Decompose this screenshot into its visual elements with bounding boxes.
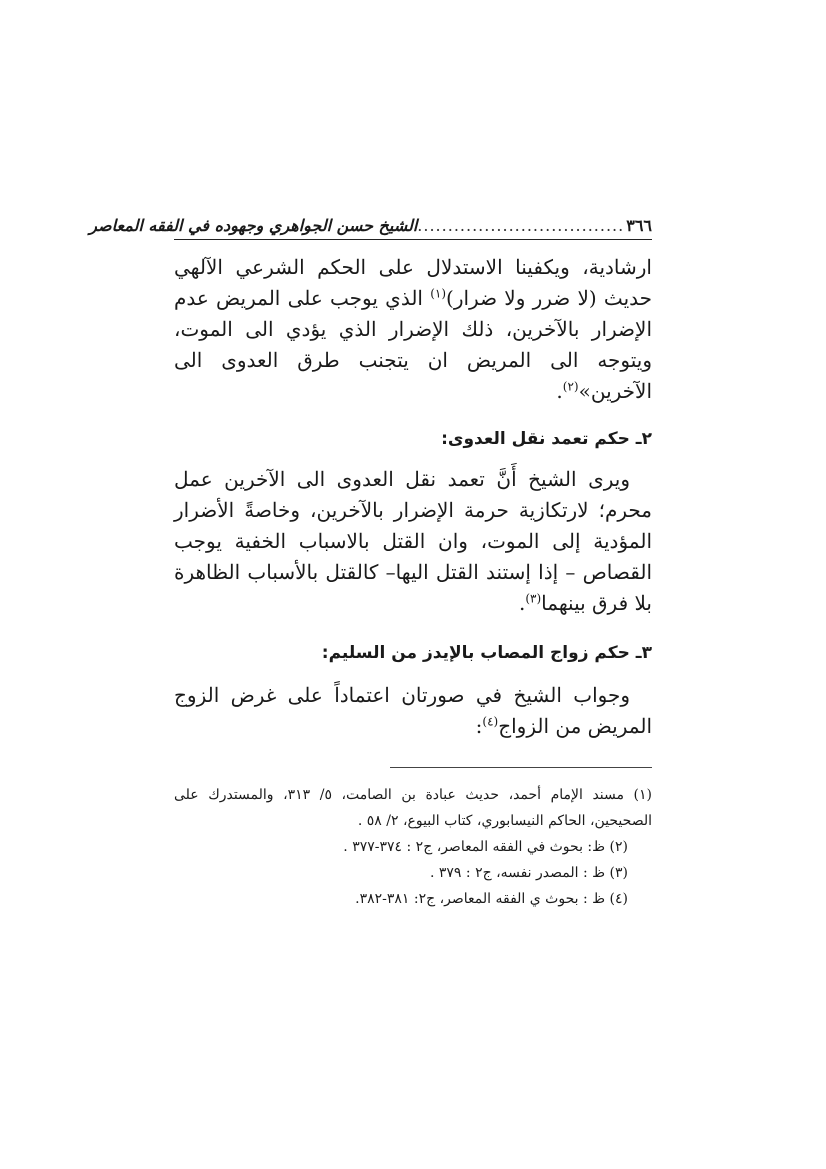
paragraph-2 (174, 464, 652, 619)
footnote-divider (390, 767, 652, 768)
footnote-ref-4[interactable]: (٤) (482, 714, 499, 729)
paragraph-1 (174, 252, 652, 407)
paragraph-3-text-b: : (475, 714, 483, 738)
paragraph-1-text-a: ارشادية، ويكفينا الاستدلال على الحكم الشرعي الآلهي حديث (لا ضرر ولا ضرار) (174, 255, 652, 310)
paragraph-1-text-b: الذي يوجب على المريض عدم الإضرار بالآخرين، ذلك الإضرار الذي يؤدي الى الموت، ويتوجه الى المريض ان يتجنب طرق العدوى الى الآخرين» (174, 286, 652, 403)
paragraph-2-text-b: . (518, 591, 526, 615)
section-heading-2: ٢ـ حكم تعمد نقل العدوى: (441, 429, 652, 449)
header-divider (174, 239, 652, 240)
footnote-ref-3[interactable]: (٣) (525, 591, 542, 606)
footnote-ref-2[interactable]: (٢) (562, 379, 579, 394)
footnote-1: (١) مسند الإمام أحمد، حديث عبادة بن الصامت، ٥/ ٣١٣، والمستدرك على الصحيحين، الحاكم النيسابوري، كتاب البيوع، ٢/ ٥٨ . (174, 787, 652, 829)
page-number: ٣٦٦ (626, 216, 652, 235)
paragraph-3 (174, 680, 652, 742)
paragraph-3-text-a: وجواب الشيخ في صورتان اعتماداً على غرض الزوج المريض من الزواج (174, 683, 652, 738)
paragraph-2-text-a: ويرى الشيخ أَنَّ تعمد نقل العدوى الى الآخرين عمل محرم؛ لارتكازية حرمة الإضرار بالآخرين، وخاصةً الأضرار المؤدية إلى الموت، وان القتل بالاسباب الخفية يوجب القصاص – إذا إستند القتل اليها– كالقتل بالأسباب الظاهرة بلا فرق بينهما (174, 467, 652, 615)
header-dots: .................................. (417, 216, 625, 235)
running-title: الشيخ حسن الجواهري وجهوده في الفقه المعاصر (89, 216, 418, 235)
footnote-4: (٤) ظ : بحوث ي الفقه المعاصر، ج٢: ٣٨١-٣٨٢. (355, 891, 628, 907)
paragraph-1-text-c: . (556, 379, 563, 403)
footnote-2: (٢) ظ: بحوث في الفقه المعاصر، ج٢ : ٣٧٤-٣٧٧ . (343, 839, 628, 855)
footnote-3: (٣) ظ : المصدر نفسه، ج٢ : ٣٧٩ . (429, 865, 628, 881)
footnotes (174, 782, 652, 912)
footnote-ref-1[interactable]: (١) (430, 286, 447, 301)
section-heading-3: ٣ـ حكم زواج المصاب بالإيدز من السليم: (321, 643, 652, 663)
running-header (89, 213, 652, 239)
